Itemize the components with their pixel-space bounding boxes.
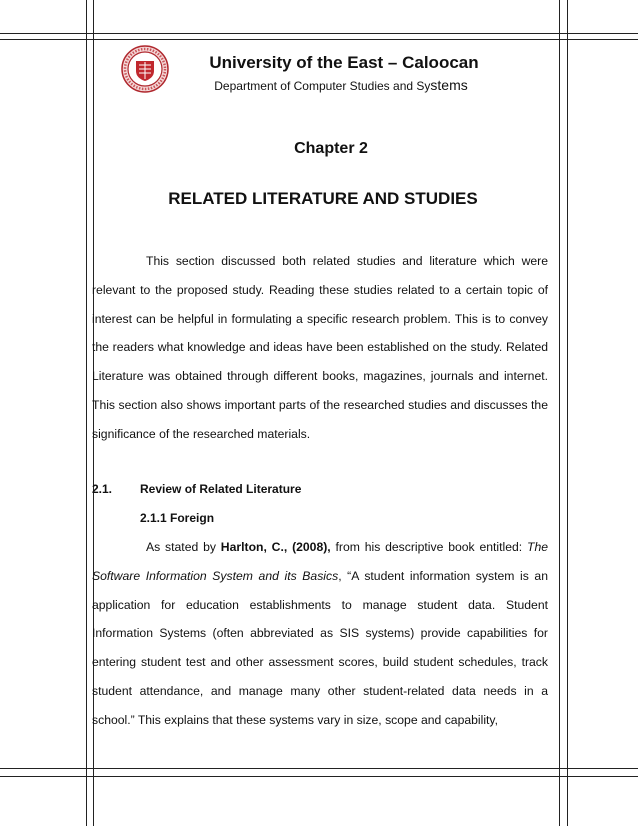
book-title: The Software Information System and its Basics xyxy=(92,540,549,583)
foreign-rest: , “A student information system is an application for education establishments to manage student data. Student Information Systems (often abbreviated as SIS systems) provide capabilities for entering student test and other assessment scores, build student schedules, track student attendance, and manage many other student-related data needs in a school.” This explains that these systems vary in size, scope and capability, xyxy=(92,568,548,727)
foreign-paragraph-block xyxy=(92,533,548,735)
border-right-inner xyxy=(559,0,560,826)
section-heading xyxy=(92,482,301,496)
border-top-inner xyxy=(0,39,638,40)
border-bottom-inner xyxy=(0,768,638,769)
intro-paragraph: This section discussed both related studies and literature which were relevant to the proposed study. Reading these studies related to a certain topic of interest can be helpful in formulating a specific research problem. This is to convey the readers what knowledge and ideas have been established on the study. Related Literature was obtained through different books, magazines, journals and internet. This section also shows important parts of the researched studies and discusses the significance of the researched materials. xyxy=(92,254,548,441)
border-top-outer xyxy=(0,33,638,34)
foreign-paragraph xyxy=(92,533,548,735)
department-name-part1: Department of Computer Studies and Sy xyxy=(214,79,431,93)
chapter-title: RELATED LITERATURE AND STUDIES xyxy=(168,189,478,208)
section-title: Review of Related Literature xyxy=(140,482,302,496)
intro-paragraph-block xyxy=(92,247,548,449)
border-bottom-outer xyxy=(0,776,638,777)
section-number: 2.1. xyxy=(92,482,113,496)
department-name-part2: stems xyxy=(430,77,468,93)
citation-author: Harlton, C., (2008), xyxy=(220,540,331,554)
subsection-heading: 2.1.1 Foreign xyxy=(140,511,215,525)
foreign-lead: As stated by xyxy=(146,540,221,554)
border-right-outer xyxy=(567,0,568,826)
department-name xyxy=(22,77,638,93)
foreign-mid: from his descriptive book entitled: xyxy=(330,540,527,554)
chapter-number: Chapter 2 xyxy=(294,140,368,157)
university-name: University of the East – Caloocan xyxy=(209,53,479,72)
border-left-outer xyxy=(86,0,87,826)
